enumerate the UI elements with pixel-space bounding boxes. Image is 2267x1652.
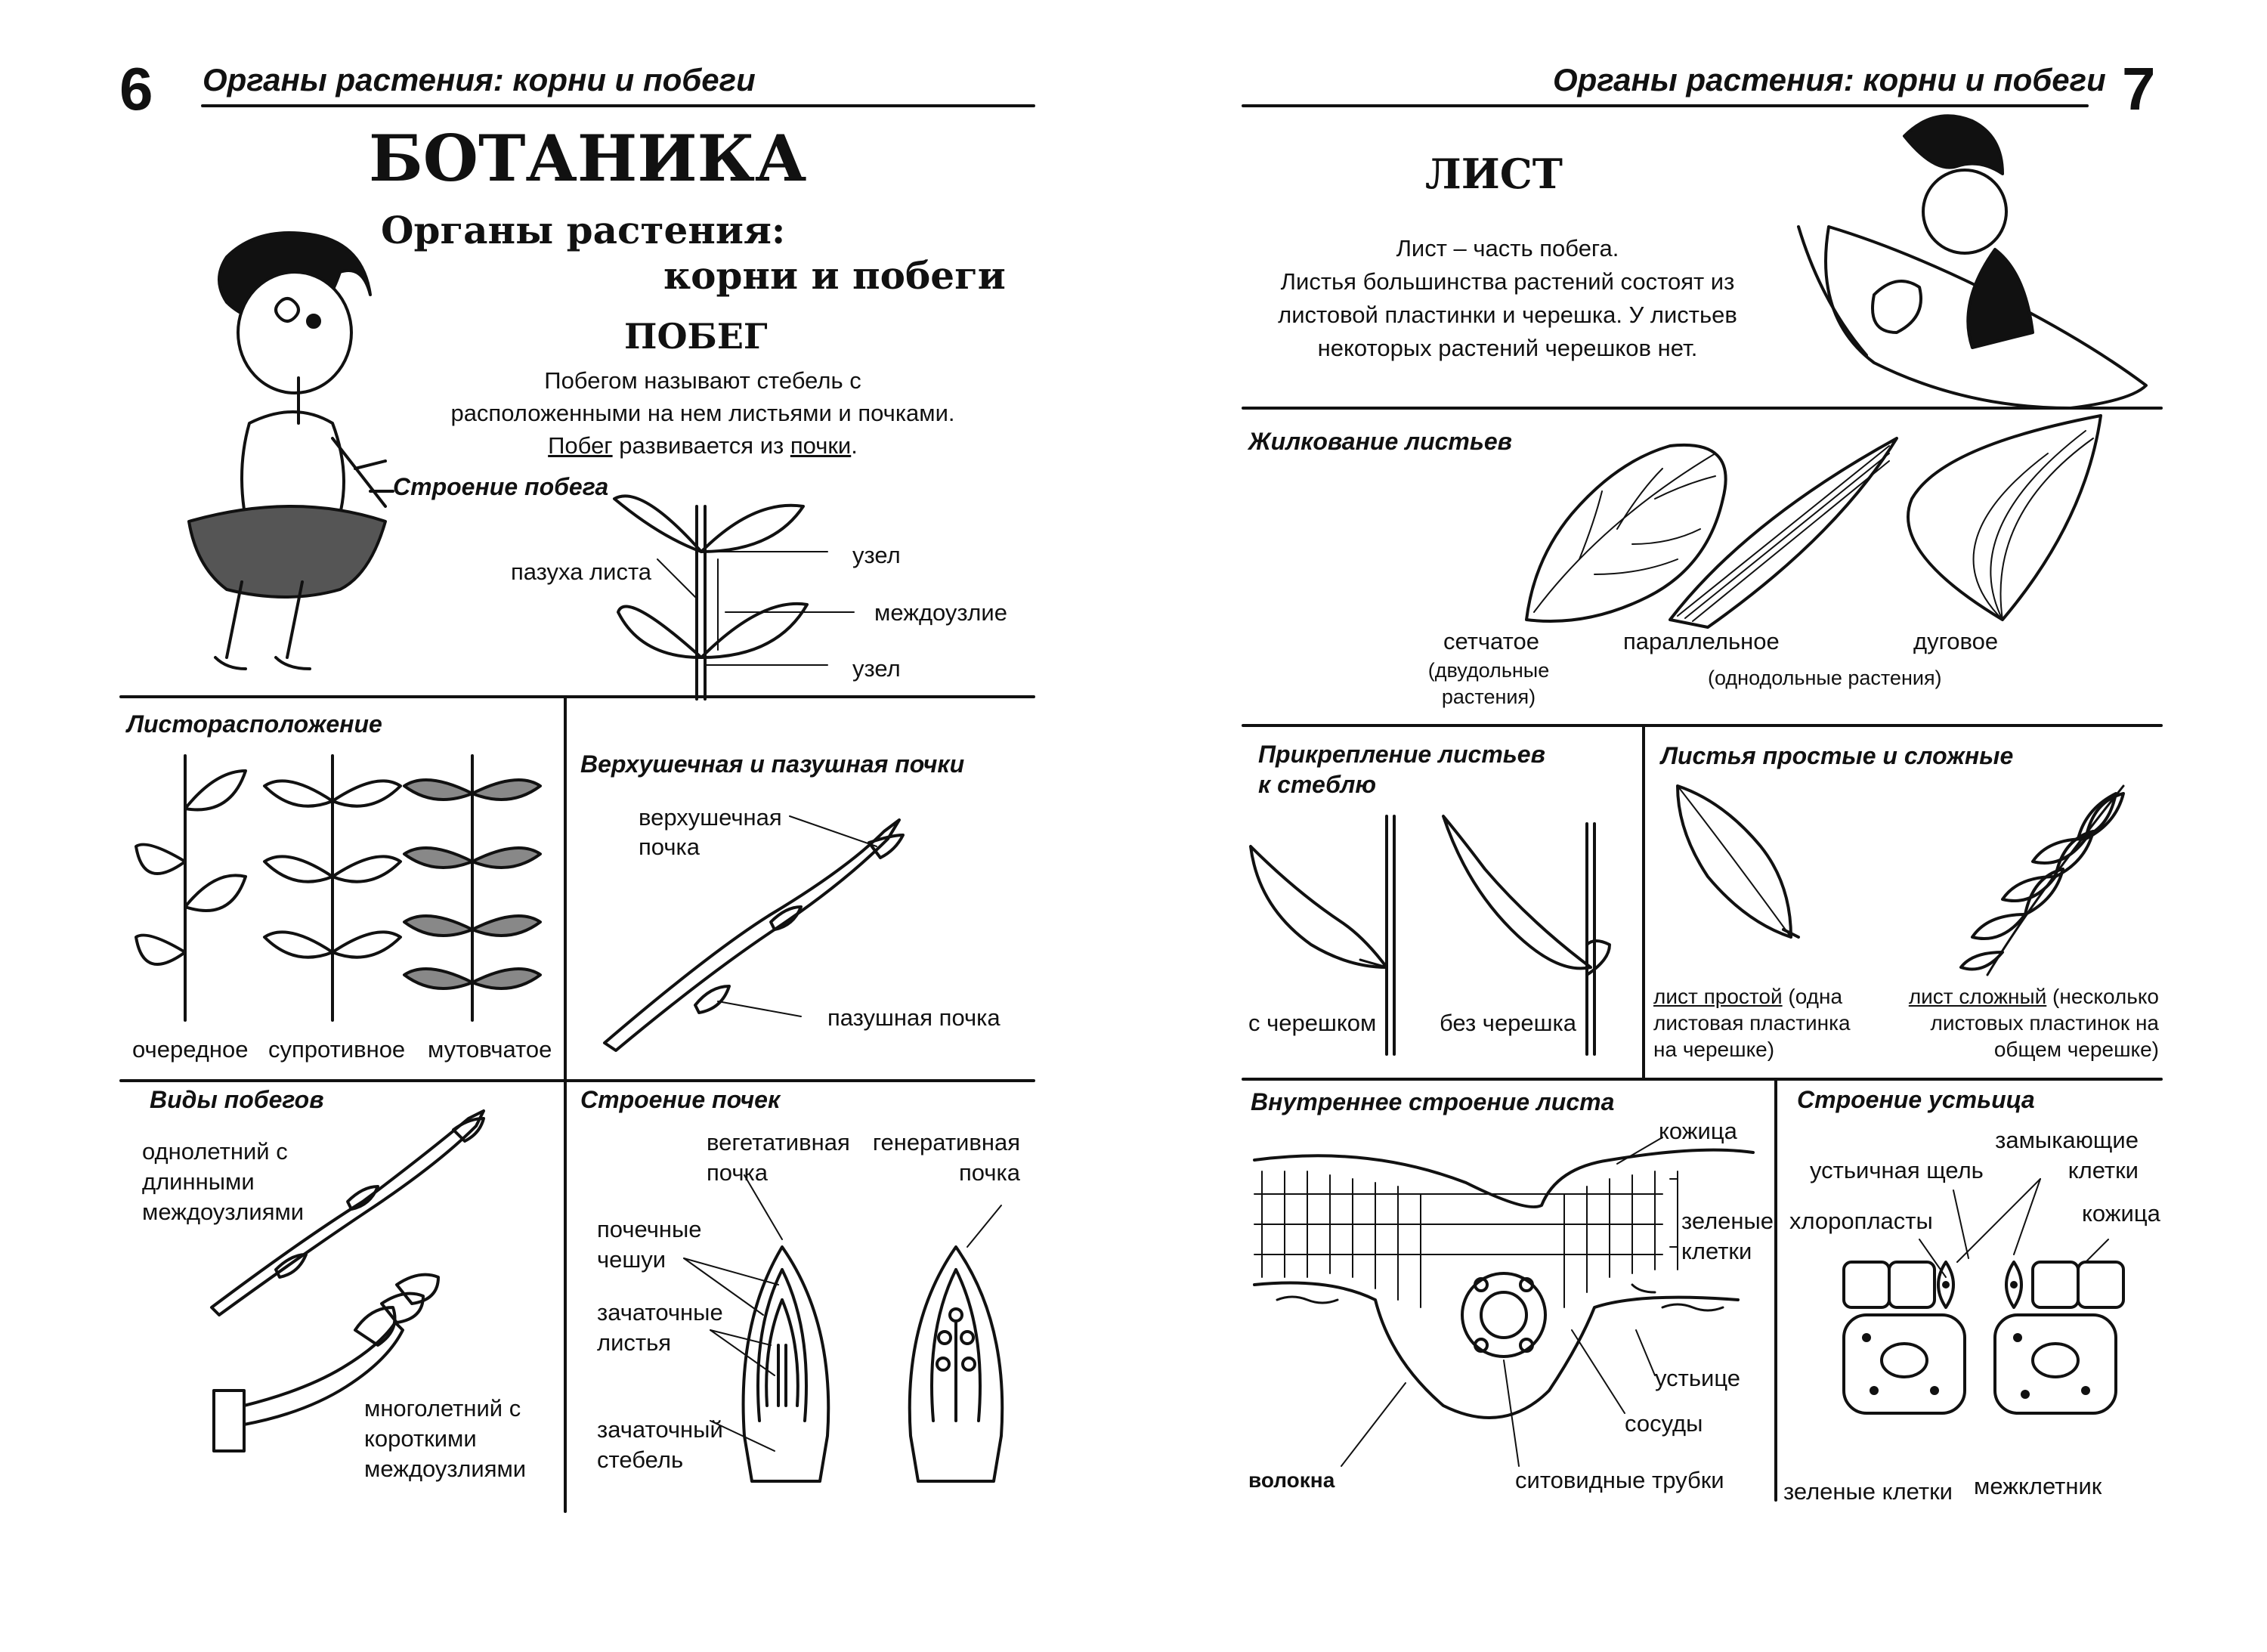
label-generative-bud-2: почка [959, 1159, 1020, 1186]
label-fibers: волокна [1248, 1468, 1335, 1492]
bud-word: почки [790, 432, 852, 459]
bud-structure-heading: Строение почек [580, 1086, 781, 1113]
label-parallel-venation: параллельное [1623, 628, 1780, 654]
shoot-def-mid: развивается из [612, 432, 790, 459]
phyllotaxy-heading: Листорасположение [127, 710, 382, 738]
label-bud-scales-2: чешуи [597, 1246, 666, 1273]
simple-leaf-caption-2: листовая пластинка [1653, 1011, 1851, 1035]
label-green-cells-2: клетки [1681, 1238, 1752, 1264]
compound-leaf-term: лист сложный [1908, 985, 2047, 1008]
label-annual-2: длинными [142, 1168, 255, 1195]
compound-leaf-caption-1 [1874, 984, 2159, 1010]
leaf-text-line-4: некоторых растений черешков нет. [1317, 335, 1698, 361]
simple-leaf-caption-3: на черешке) [1653, 1038, 1775, 1061]
shoot-def-end: . [851, 432, 858, 459]
vegetative-bud-cross-section [744, 1247, 829, 1481]
label-rudimentary-stem-2: стебель [597, 1446, 684, 1473]
subtitle-line-1: Органы растения: [381, 208, 786, 252]
shoot-definition-line-3 [408, 432, 997, 460]
leaf-text-line-3: листовой пластинки и черешка. У листьев [1278, 302, 1737, 328]
label-net-venation: сетчатое [1443, 628, 1539, 654]
arc-venation-leaf [1908, 416, 2101, 620]
label-net-note-1: (двудольные [1427, 659, 1550, 682]
girl-character-illustration [189, 233, 393, 669]
compound-leaf-caption-2: листовых пластинок на [1930, 1011, 2159, 1035]
label-stoma-green-cells: зеленые клетки [1783, 1478, 1953, 1505]
page-title: БОТАНИКА [369, 121, 807, 196]
left-running-head: Органы растения: корни и побеги [203, 62, 756, 97]
label-stomata: устьице [1655, 1365, 1740, 1391]
label-stomatal-slit: устьичная щель [1810, 1157, 1984, 1183]
leaf-heading: ЛИСТ [1425, 150, 1563, 198]
simple-leaf-drawing [1678, 786, 1798, 937]
leaf-text-line-2: Листья большинства растений состоят из [1280, 268, 1735, 295]
label-whorled: мутовчатое [428, 1036, 552, 1063]
simple-compound-heading: Листья простые и сложные [1661, 742, 2014, 769]
phyllotaxy-alternate-drawing [136, 756, 246, 1020]
label-annual-3: междоузлиями [142, 1199, 305, 1225]
label-guard-cells-1: замыкающие [1995, 1127, 2139, 1153]
label-leaf-axil: пазуха листа [511, 558, 652, 585]
label-perennial-3: междоузлиями [364, 1456, 527, 1482]
phyllotaxy-whorled-drawing [404, 756, 540, 1020]
label-generative-bud-1: генеративная [872, 1129, 1020, 1155]
label-vegetative-bud-1: вегетативная [707, 1129, 850, 1155]
leaf-text-line-1: Лист – часть побега. [1396, 235, 1619, 261]
label-vegetative-bud-2: почка [707, 1159, 768, 1186]
label-axillary-bud: пазушная почка [827, 1004, 1001, 1031]
label-epidermis: кожица [1659, 1118, 1737, 1144]
buds-heading: Верхушечная и пазушная почки [580, 750, 965, 778]
shoot-structure-heading: Строение побега [393, 473, 609, 500]
label-internode: междоузлие [874, 599, 1007, 626]
label-perennial-2: короткими [364, 1425, 477, 1452]
stoma-structure-drawing [1844, 1262, 2123, 1413]
label-sessile: без черешка [1440, 1010, 1577, 1036]
stoma-structure-heading: Строение устьица [1797, 1086, 2035, 1113]
simple-leaf-term: лист простой [1653, 985, 1783, 1008]
label-rudimentary-leaves-2: листья [597, 1329, 672, 1356]
simple-leaf-rest: (одна [1782, 985, 1843, 1008]
label-petiolate: с черешком [1248, 1010, 1377, 1036]
bud-label-leaders [684, 1175, 1001, 1451]
label-node-top: узел [852, 542, 901, 568]
shoot-definition-line-1: Побегом называют стебель с [544, 367, 861, 394]
internal-structure-heading: Внутреннее строение листа [1251, 1088, 1615, 1115]
right-page-number: 7 [2122, 55, 2156, 122]
compound-leaf-caption-3: общем черешке) [1993, 1038, 2159, 1061]
label-annual-1: однолетний с [142, 1138, 288, 1165]
label-opposite: супротивное [268, 1036, 406, 1063]
simple-leaf-caption-1 [1653, 984, 1842, 1010]
subtitle-line-2: корни и побеги [663, 253, 1006, 298]
shoot-types-heading: Виды побегов [150, 1086, 324, 1113]
label-net-note-2: растения) [1441, 685, 1536, 708]
attachment-heading-2: к стеблю [1258, 771, 1377, 798]
label-sieve-tubes: ситовидные трубки [1515, 1467, 1724, 1493]
parallel-venation-leaf [1670, 438, 1897, 627]
label-arc-venation: дуговое [1913, 628, 1999, 654]
label-monocot-note: (однодольные растения) [1708, 667, 1942, 689]
label-alternate: очередное [132, 1036, 249, 1063]
label-vessels: сосуды [1625, 1410, 1703, 1437]
generative-bud-cross-section [910, 1247, 1003, 1481]
label-node-bottom: узел [852, 655, 901, 682]
label-apical-bud-2: почка [639, 834, 700, 860]
label-apical-bud-1: верхушечная [639, 804, 782, 831]
shoot-definition-line-2: расположенными на нем листьями и почками. [450, 400, 955, 426]
attachment-heading-1: Прикрепление листьев [1258, 741, 1545, 768]
label-guard-cells-2: клетки [2068, 1157, 2139, 1183]
label-chloroplasts: хлоропласты [1789, 1208, 1933, 1234]
compound-leaf-drawing [1961, 786, 2123, 975]
label-rudimentary-stem-1: зачаточный [597, 1416, 723, 1443]
shoot-word: Побег [548, 432, 613, 459]
label-stoma-epidermis: кожица [2082, 1200, 2160, 1227]
label-rudimentary-leaves-1: зачаточные [597, 1299, 723, 1326]
label-intercellular-space: межклетник [1974, 1473, 2102, 1499]
label-green-cells-1: зеленые [1681, 1208, 1774, 1234]
net-venation-leaf [1526, 445, 1726, 621]
right-running-head: Органы растения: корни и побеги [1553, 62, 2106, 97]
label-bud-scales-1: почечные [597, 1216, 702, 1242]
shoot-structure-diagram [614, 496, 854, 699]
shoot-heading: ПОБЕГ [624, 316, 768, 357]
girl-on-leaf-illustration [1798, 116, 2146, 408]
label-perennial-1: многолетний с [364, 1395, 521, 1422]
left-page-number: 6 [119, 55, 153, 122]
phyllotaxy-opposite-drawing [264, 756, 401, 1020]
compound-leaf-rest: (несколько [2046, 985, 2159, 1008]
venation-heading: Жилкование листьев [1248, 428, 1512, 455]
